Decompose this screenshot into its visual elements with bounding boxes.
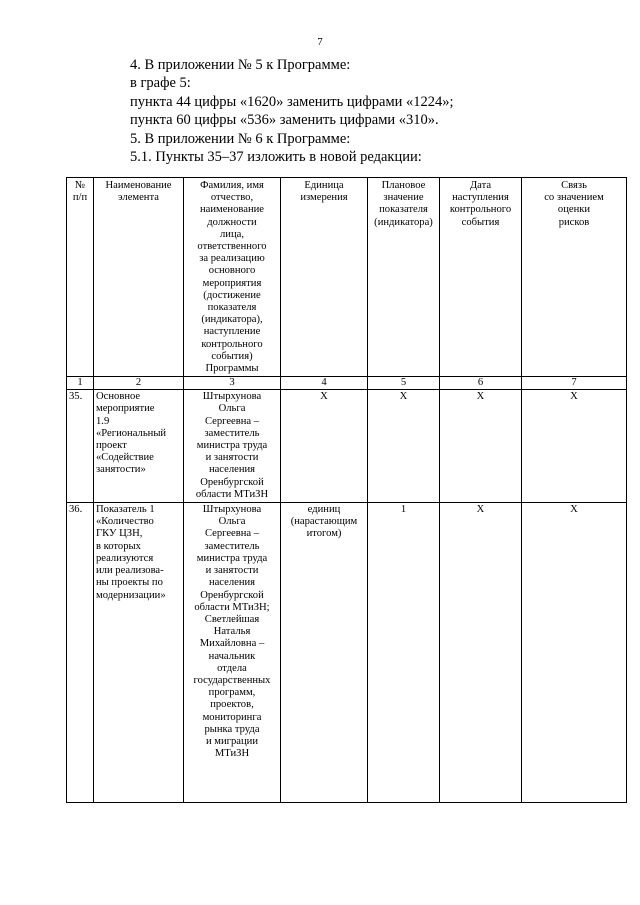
program-table (66, 177, 627, 803)
column-number-row (67, 377, 627, 390)
column-number: 2 (94, 377, 184, 390)
table-row (67, 390, 627, 503)
header-risk-link: Связь со значением оценки рисков (522, 178, 627, 377)
intro-line: 4. В приложении № 5 к Программе: (130, 57, 351, 73)
row-responsible: Штырхунова Ольга Сергеевна – заместитель министра труда и занятости населения Оренбургской области МТиЗН (184, 390, 281, 503)
row-element-name: Показатель 1 «Количество ГКУ ЦЗН, в которых реализуются или реализова- ны проекты по модернизации» (94, 503, 184, 803)
header-plan-value: Плановое значение показателя (индикатора) (368, 178, 440, 377)
table-row (67, 503, 627, 803)
intro-line: в графе 5: (130, 75, 191, 92)
row-plan-value: 1 (368, 503, 440, 803)
row-event-date: X (440, 390, 522, 503)
column-number: 7 (522, 377, 627, 390)
row-unit: единиц (нарастающим итогом) (281, 503, 368, 803)
row-risk-link: X (522, 390, 627, 503)
column-number: 3 (184, 377, 281, 390)
row-responsible: Штырхунова Ольга Сергеевна – заместитель министра труда и занятости населения Оренбургской области МТиЗН; Светлейшая Наталья Михайловна – начальник отдела государственных программ, проектов, мониторинга рынка труда и миграции МТиЗН (184, 503, 281, 803)
header-number: № п/п (67, 178, 94, 377)
column-number: 4 (281, 377, 368, 390)
amendment-text (130, 56, 600, 166)
row-element-name: Основное мероприятие 1.9 «Региональный проект «Содействие занятости» (94, 390, 184, 503)
header-unit: Единица измерения (281, 178, 368, 377)
column-number: 6 (440, 377, 522, 390)
column-number: 1 (67, 377, 94, 390)
row-number: 35. (67, 390, 94, 503)
header-element-name: Наименование элемента (94, 178, 184, 377)
row-plan-value: X (368, 390, 440, 503)
intro-line: 5.1. Пункты 35–37 изложить в новой редакции: (130, 149, 422, 166)
table-header-row (67, 178, 627, 377)
row-risk-link: X (522, 503, 627, 803)
row-event-date: X (440, 503, 522, 803)
intro-line: пункта 44 цифры «1620» заменить цифрами «1224»; (130, 93, 454, 110)
row-unit: X (281, 390, 368, 503)
row-number: 36. (67, 503, 94, 803)
page-number: 7 (317, 36, 323, 48)
header-responsible: Фамилия, имя отчество, наименование должности лица, ответственного за реализацию основного мероприятия (достижение показателя (индикатора), наступление контрольного события) Программы (184, 178, 281, 377)
column-number: 5 (368, 377, 440, 390)
intro-line: пункта 60 цифры «536» заменить цифрами «310». (130, 112, 439, 129)
intro-line: 5. В приложении № 6 к Программе: (130, 130, 351, 147)
header-event-date: Дата наступления контрольного события (440, 178, 522, 377)
